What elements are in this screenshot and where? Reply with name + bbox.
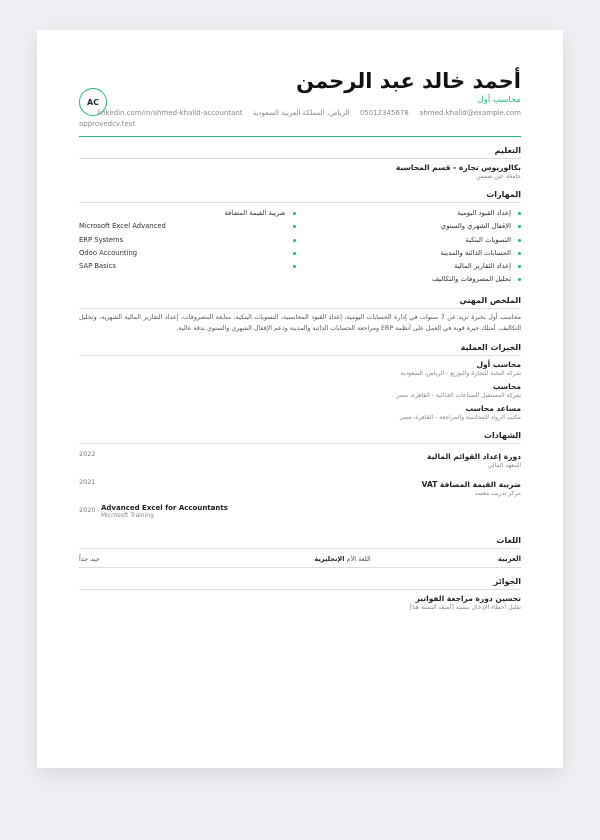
experience-item xyxy=(79,360,521,378)
language-native: العربية xyxy=(497,554,521,563)
initials-avatar: AC xyxy=(79,88,107,116)
education-section xyxy=(79,145,521,181)
certificate-title: ضريبة القيمة المضافة VAT xyxy=(421,479,521,489)
experience-title: محاسب أول xyxy=(476,359,521,369)
skill-item: إعداد التقارير المالية xyxy=(304,260,521,273)
experience-company: مكتب الرواد للمحاسبة والمراجعة - القاهرة، مصر xyxy=(399,413,521,421)
award-detail: تقليل أخطاء الإدخال بنسبة [أضف النسبة هنا] xyxy=(409,603,521,611)
school-name: جامعة عين شمس xyxy=(476,173,521,180)
experience-title: مساعد محاسب xyxy=(465,403,521,413)
certificate-title: دورة إعداد القوائم المالية xyxy=(427,451,521,461)
phone-number: 05012345678 xyxy=(359,109,409,117)
certificate-year: 2022 xyxy=(79,449,96,458)
skills-column-right xyxy=(304,207,521,287)
resume-header xyxy=(79,68,521,130)
certificate-issuer: Microsoft Training xyxy=(101,511,154,519)
language-native-label xyxy=(225,555,371,563)
experience-section xyxy=(79,342,521,422)
certificate-issuer: مركز تدريب معتمد xyxy=(474,489,521,497)
job-title: محاسب أول xyxy=(477,95,521,105)
experience-title: محاسب xyxy=(492,381,521,391)
certificates-section xyxy=(79,430,521,519)
award-title: تحسين دورة مراجعة الفواتير xyxy=(415,593,521,603)
skill-item: الإقفال الشهري والسنوي xyxy=(304,220,521,233)
experience-item xyxy=(79,404,521,422)
website-link[interactable]: approvedcv.test xyxy=(79,120,136,128)
skill-item: التسويات البنكية xyxy=(304,234,521,247)
skill-item: الحسابات الدائنة والمدينة xyxy=(304,247,521,260)
skills-section xyxy=(79,189,521,287)
certificate-item xyxy=(79,504,521,519)
language-second: الإنجليزية xyxy=(314,554,345,563)
skill-item: تحليل المصروفات والتكاليف xyxy=(304,273,521,286)
certificates-heading: الشهادات xyxy=(79,430,521,444)
skill-item: SAP Basics xyxy=(79,260,296,273)
certificate-item xyxy=(79,476,521,500)
resume-content xyxy=(79,68,521,612)
skill-item: إعداد القيود اليومية xyxy=(304,207,521,220)
header-divider xyxy=(79,136,521,137)
skills-list xyxy=(79,207,521,287)
skill-item: ERP Systems xyxy=(79,234,296,247)
languages-heading: اللغات xyxy=(79,535,521,549)
candidate-name: أحمد خالد عبد الرحمن xyxy=(296,69,521,93)
summary-heading: الملخص المهني xyxy=(79,295,521,309)
skills-column-left xyxy=(79,207,296,287)
resume-page xyxy=(37,30,563,768)
education-heading: التعليم xyxy=(79,145,521,159)
certificate-item xyxy=(79,448,521,472)
experience-item xyxy=(79,382,521,400)
certificate-year: 2021 xyxy=(79,477,96,486)
experience-company: شركة المستقبل للصناعات الغذائية - القاهرة، مصر xyxy=(396,391,521,399)
location-text: الرياض، المملكة العربية السعودية xyxy=(252,109,350,117)
email-address: ahmed.khalid@example.com xyxy=(419,109,521,117)
awards-section xyxy=(79,576,521,612)
contact-line xyxy=(79,108,521,118)
experience-heading: الخبرات العملية xyxy=(79,342,521,356)
skill-item: ضريبة القيمة المضافة xyxy=(79,207,296,220)
skill-item: Microsoft Excel Advanced xyxy=(79,220,296,233)
certificate-title: Advanced Excel for Accountants xyxy=(101,503,228,512)
linkedin-link[interactable]: linkedin.com/in/ahmed-khalid-accountant xyxy=(97,109,243,117)
certificate-year: 2020 xyxy=(79,505,96,514)
skills-heading: المهارات xyxy=(79,189,521,203)
summary-text: محاسب أول بخبرة تزيد عن 7 سنوات في إدارة الحسابات اليومية، إعداد القيود المحاسبية، التسويات البنكية، متابعة المصروفات، إعداد التقارير المالية الشهرية، وتحليل التكاليف. أمتلك خبرة قوية في العمل على أنظمة ERP ومراجعة الحسابات الدائنة والمدينة ودعم الإقفال الشهري والسنوي بدقة عالية. xyxy=(79,313,522,332)
language-row xyxy=(79,555,521,568)
awards-heading: الجوائز xyxy=(79,576,521,590)
skill-item: Odoo Accounting xyxy=(79,247,296,260)
native-label: اللغة الأم xyxy=(346,554,371,563)
certificate-issuer: المعهد المالي xyxy=(487,461,521,469)
summary-section xyxy=(79,295,521,334)
experience-company: شركة النخبة للتجارة والتوزيع - الرياض، السعودية xyxy=(400,369,521,377)
languages-section xyxy=(79,535,521,568)
language-level: جيد جداً xyxy=(79,554,100,563)
degree-title: بكالوريوس تجارة - قسم المحاسبة xyxy=(395,163,521,172)
